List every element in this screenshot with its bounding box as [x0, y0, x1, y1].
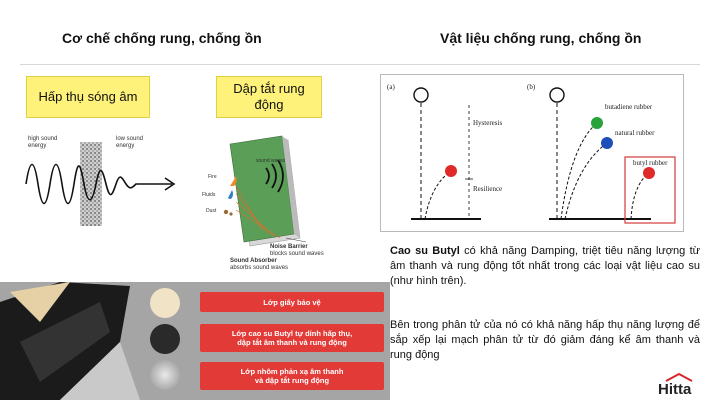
drop-ball-b: [550, 88, 564, 102]
butyl-label: butyl rubber: [633, 159, 668, 167]
noise-panel-diagram: [196, 128, 356, 278]
paper-layer-text: Lớp giấy bảo vệ: [263, 297, 321, 307]
dust-icon: [224, 210, 228, 214]
sound-waves-label: sound waves: [256, 158, 286, 164]
hysteresis-label: Hysteresis: [473, 119, 503, 127]
butyl-name: Cao su Butyl: [390, 245, 460, 257]
dust-icon: [229, 212, 232, 215]
rebound-diagram: [380, 74, 684, 232]
butyl-description-rest: có khả năng Damping, triệt tiêu năng lượng từ âm thanh và rung động tốt nhất trong các loại vật liệu cao su (như hình trên).: [390, 245, 700, 287]
absorber-title: Sound Absorber: [230, 258, 277, 264]
panel-b-label: (b): [527, 83, 536, 91]
paper-layer-badge: [200, 292, 384, 312]
heading-materials: Vật liệu chống rung, chống ồn: [440, 30, 642, 46]
wave-svg: [22, 128, 212, 238]
barrier-desc: blocks sound waves: [270, 251, 324, 257]
brand-name: Hitta: [658, 381, 692, 398]
natural-path: [565, 143, 607, 219]
drop-icon: [228, 190, 233, 199]
foil-layer-text-1: Lớp nhôm phản xạ âm thanh: [240, 367, 344, 376]
resilience-label: Resilience: [473, 185, 503, 193]
barrier-label: [270, 244, 324, 258]
molecule-description: Bên trong phân tử của nó có khả năng hấp thụ năng lượng để sắp xếp lại mạch phân tử từ đó giảm đáng kể âm thanh và rung động: [390, 319, 700, 361]
butyl-layer-badge: [200, 324, 384, 352]
hitta-logo: [644, 372, 716, 400]
butadiene-label: butadiene rubber: [605, 103, 653, 111]
damp-vibration-box: [216, 76, 322, 118]
divider: [20, 64, 700, 65]
paper-layer-swatch: [150, 288, 180, 318]
dust-label: Dust: [206, 208, 217, 214]
fire-label: Fire: [208, 174, 217, 180]
high-energy-line2: energy: [28, 143, 47, 149]
high-energy-line1: high sound: [28, 136, 58, 142]
absorb-sound-label: Hấp thụ sóng âm: [38, 89, 138, 104]
rebound-svg: [381, 75, 683, 231]
foil-layer-swatch: [150, 360, 180, 390]
absorber-label: [230, 258, 288, 272]
foil-layer-badge: [200, 362, 384, 390]
butyl-path: [631, 173, 649, 219]
sound-wave-diagram: [22, 128, 212, 238]
butadiene-ball: [591, 117, 603, 129]
foil-layer-text-2: và dập tắt rung động: [254, 376, 330, 385]
butyl-description: [390, 244, 700, 289]
butyl-layer-text-1: Lớp cao su Butyl tự dính hấp thụ,: [231, 329, 353, 338]
butyl-ball: [643, 167, 655, 179]
butyl-layer-swatch: [150, 324, 180, 354]
rebound-ball-a: [445, 165, 457, 177]
drop-ball-a: [414, 88, 428, 102]
natural-ball: [601, 137, 613, 149]
panel-a-label: (a): [387, 83, 395, 91]
low-energy-line2: energy: [116, 143, 135, 149]
fluids-label: Fluids: [202, 192, 216, 198]
layer-photo: [0, 282, 390, 400]
natural-label: natural rubber: [615, 129, 655, 137]
damp-vibration-label-2: động: [254, 97, 284, 112]
low-energy-line1: low sound: [116, 136, 144, 142]
absorb-sound-box: [26, 76, 150, 118]
rebound-path-a: [425, 171, 451, 219]
damp-vibration-label-1: Dập tắt rung: [233, 81, 305, 96]
butadiene-path: [561, 123, 597, 219]
absorber-desc: absorbs sound waves: [230, 265, 289, 271]
barrier-title: Noise Barrier: [270, 244, 308, 250]
heading-mechanism: Cơ chế chống rung, chống ồn: [62, 30, 262, 46]
butyl-layer-text-2: dập tắt âm thanh và rung động: [237, 338, 347, 347]
